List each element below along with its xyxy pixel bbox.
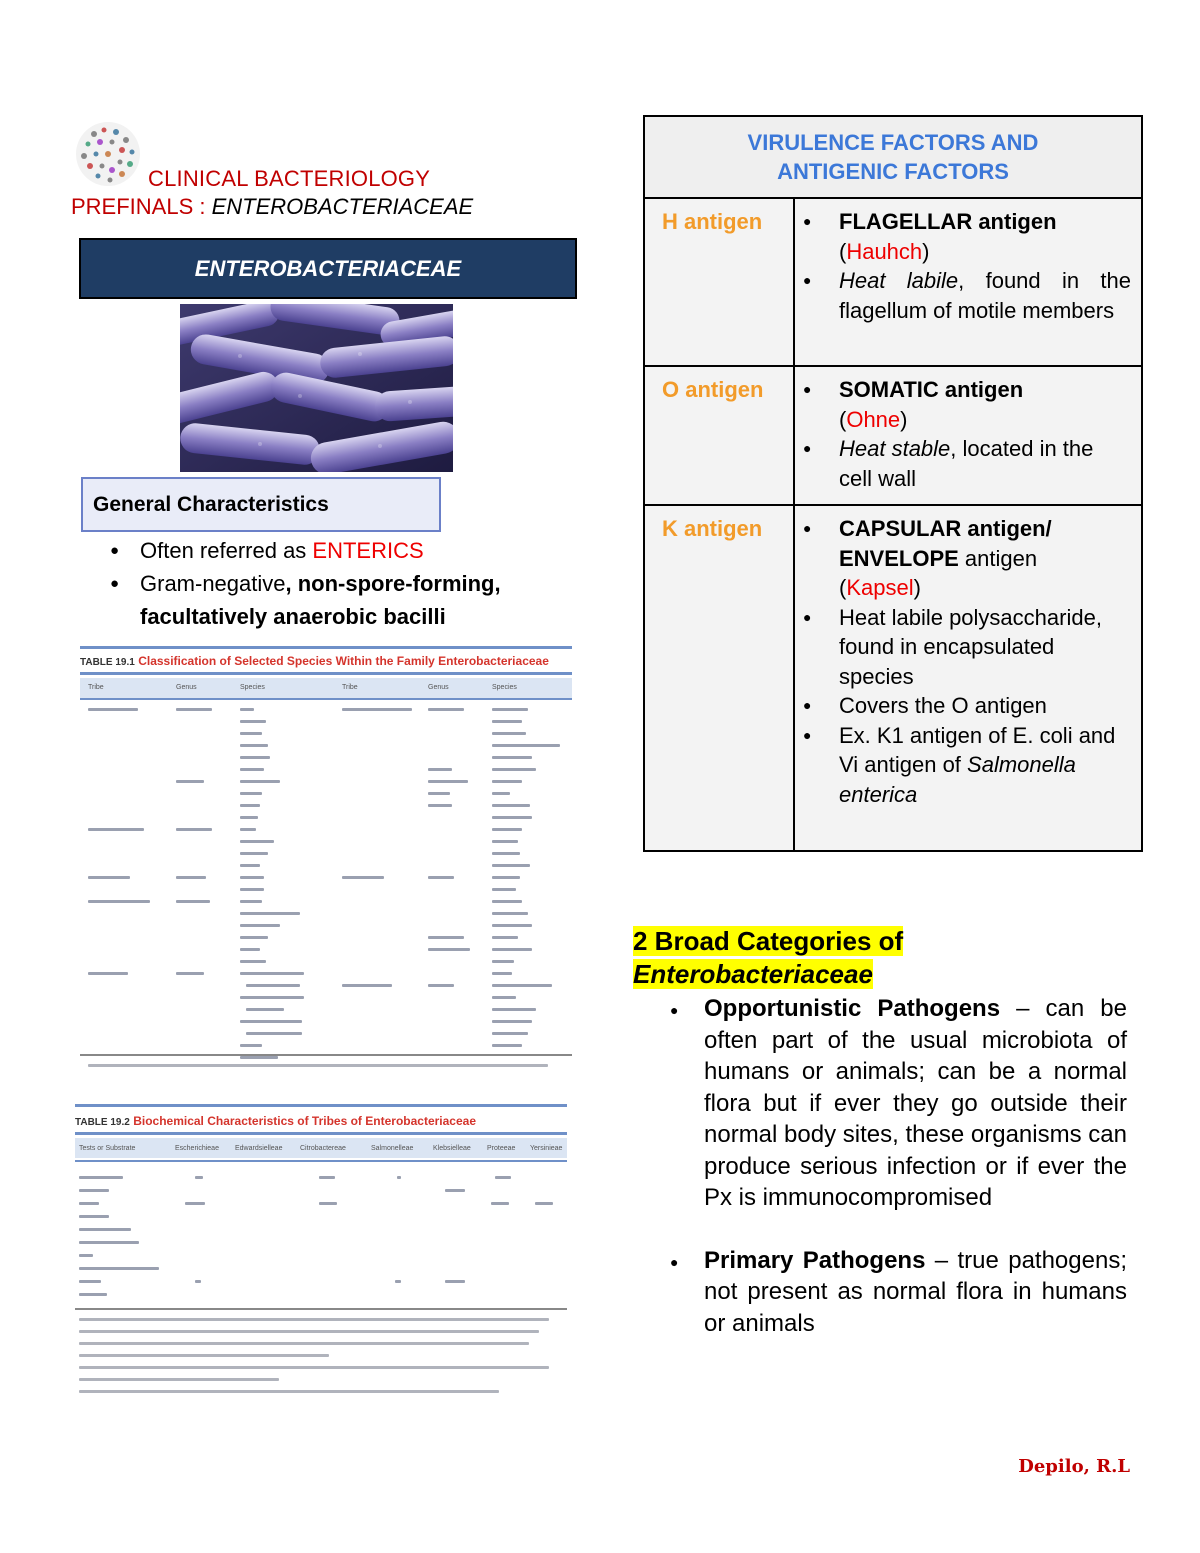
table-header: Genus — [428, 684, 449, 691]
table-header: Species — [492, 684, 517, 691]
list-item: ● Often referred as ENTERICS — [104, 534, 564, 567]
list-item: ● Primary Pathogens – true pathogens; not present as normal flora in humans or animals — [668, 1245, 1127, 1340]
general-characteristics-list — [104, 534, 564, 633]
table-header: Klebsielleae — [433, 1145, 471, 1152]
table-header: Genus — [176, 684, 197, 691]
table-title: TABLE 19.2 Biochemical Characteristics of Tribes of Enterobacteriaceae — [75, 1114, 476, 1128]
table-row — [644, 198, 1142, 366]
table-header: VIRULENCE FACTORS AND ANTIGENIC FACTORS — [644, 116, 1142, 198]
antigen-label: O antigen — [644, 366, 794, 505]
antigen-label: H antigen — [644, 198, 794, 366]
table-header: Salmonelleae — [371, 1145, 414, 1152]
table-header: Tests or Substrate — [79, 1145, 136, 1152]
topic-banner: ENTEROBACTERIACEAE — [79, 238, 577, 299]
molecule-logo-icon — [74, 120, 142, 188]
course-subtitle: PREFINALS : ENTEROBACTERIACEAE — [71, 194, 474, 219]
list-item: ● Opportunistic Pathogens – can be often part of the usual microbiota of humans or animals; can be a normal flora but if ever they go outside their normal body sites, these organisms can produce serious infection or if ever the Px is immunocompromised — [668, 993, 1127, 1214]
antigen-description: ● FLAGELLAR antigen (Hauhch) ● Heat labile, found in the flagellum of motile members — [794, 198, 1142, 366]
general-characteristics-heading: General Characteristics — [81, 477, 441, 532]
broad-categories-title: 2 Broad Categories of Enterobacteriaceae — [633, 926, 904, 989]
virulence-factors-table — [643, 115, 1143, 852]
biochemical-table-image — [75, 1104, 567, 1399]
author-footer: Depilo, R.L — [1018, 1456, 1130, 1477]
table-title: TABLE 19.1 Classification of Selected Species Within the Family Enterobacteriaceae — [80, 654, 549, 668]
table-header: Tribe — [342, 684, 358, 691]
table-header: Escherichieae — [175, 1145, 219, 1152]
bacteria-image — [180, 304, 453, 472]
antigen-description: ● SOMATIC antigen (Ohne) ● Heat stable, located in the cell wall — [794, 366, 1142, 505]
table-header: Tribe — [88, 684, 104, 691]
antigen-label: K antigen — [644, 505, 794, 851]
broad-categories-list — [668, 993, 1127, 1339]
table-row — [644, 505, 1142, 851]
course-title: CLINICAL BACTERIOLOGY — [148, 166, 431, 191]
antigen-description: ● CAPSULAR antigen/ ENVELOPE antigen (Kapsel) ● Heat labile polysaccharide, found in encapsulated species ● Covers the O antigen ● Ex. K1 antigen of E. coli and Vi antigen of Salmonella enterica — [794, 505, 1142, 851]
table-header: Proteeae — [487, 1145, 516, 1152]
table-header: Edwardsielleae — [235, 1145, 283, 1152]
classification-table-image — [80, 646, 572, 1076]
list-item: ● Gram-negative, non-spore-forming, facultatively anaerobic bacilli — [104, 567, 564, 633]
table-header: Citrobactereae — [300, 1145, 346, 1152]
table-header: Species — [240, 684, 265, 691]
table-header: Yersinieae — [530, 1145, 563, 1152]
table-row — [644, 366, 1142, 505]
